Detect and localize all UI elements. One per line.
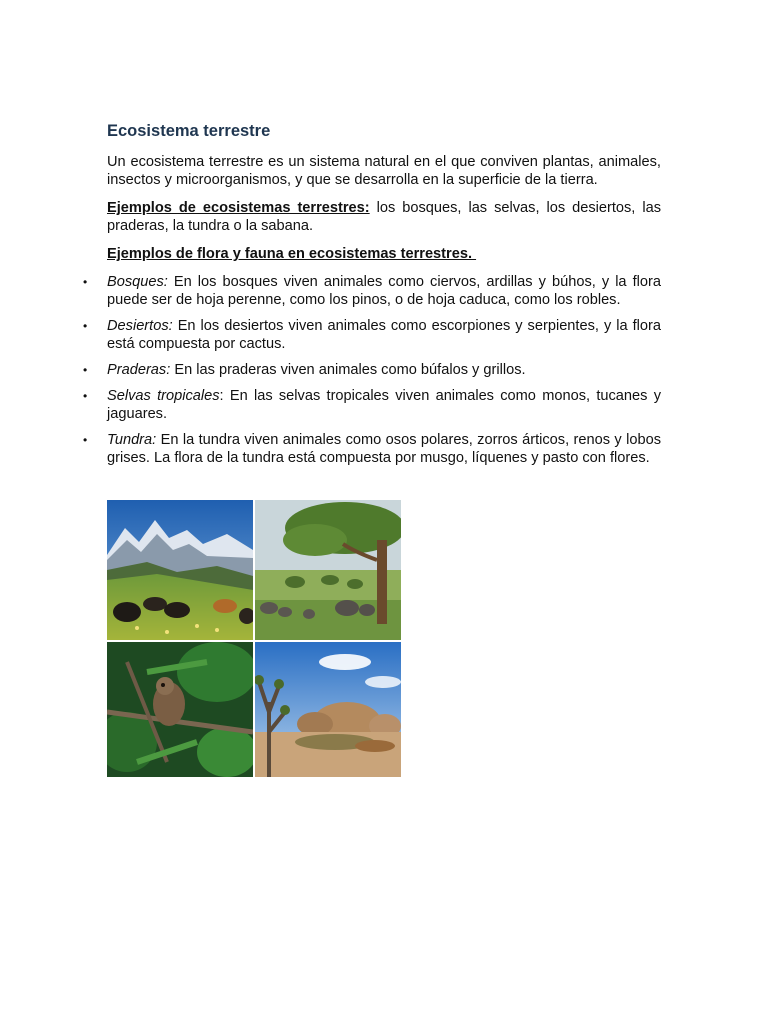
examples-paragraph [107, 199, 661, 235]
bullet-icon: • [83, 275, 88, 289]
list-item [83, 361, 661, 379]
savanna-elephants-photo [255, 500, 401, 640]
page-title: Ecosistema terrestre [107, 122, 271, 140]
mountain-meadow-cattle-photo [107, 500, 253, 640]
examples-label: Ejemplos de ecosistemas terrestres: [107, 200, 370, 216]
desert-joshua-tree-photo [255, 642, 401, 777]
rainforest-sloth-photo [107, 642, 253, 777]
list-item-term: Praderas: [107, 362, 171, 378]
intro-paragraph: Un ecosistema terrestre es un sistema natural en el que conviven plantas, animales, insectos y microorganismos, y que se desarrolla en la superficie de la tierra. [107, 154, 661, 188]
list-item-term: Tundra: [107, 432, 157, 448]
list-item-text: En las praderas viven animales como búfalos y grillos. [170, 362, 526, 378]
ecosystem-list [83, 273, 661, 467]
list-item-text: En la tundra viven animales como osos polares, zorros árticos, renos y lobos grises. La flora de la tundra está compuesta por musgo, líquenes y pasto con flores. [107, 432, 661, 466]
list-item-text: : En las selvas tropicales viven animales como monos, tucanes y jaguares. [107, 388, 661, 422]
examples-text: los bosques, las selvas, los desiertos, las praderas, la tundra o la sabana. [107, 200, 661, 234]
list-item-term: Bosques: [107, 274, 168, 290]
list-item [83, 431, 661, 467]
flora-fauna-heading [107, 245, 661, 263]
flora-fauna-heading-text: Ejemplos de flora y fauna en ecosistemas terrestres. [107, 246, 477, 262]
list-item-term: Desiertos: [107, 318, 173, 334]
list-item-text: En los bosques viven animales como ciervos, ardillas y búhos, y la flora puede ser de hoja perenne, como los pinos, o de hoja caduca, como los robles. [107, 274, 661, 308]
document-page [83, 119, 661, 475]
list-item-text: En los desiertos viven animales como escorpiones y serpientes, y la flora está compuesta por cactus. [107, 318, 661, 352]
bullet-icon: • [83, 319, 88, 333]
list-item [83, 387, 661, 423]
list-item [83, 273, 661, 309]
bullet-icon: • [83, 363, 88, 377]
bullet-icon: • [83, 389, 88, 403]
ecosystem-image-collage [107, 500, 399, 775]
list-item-term: Selvas tropicales [107, 388, 220, 404]
list-item [83, 317, 661, 353]
bullet-icon: • [83, 433, 88, 447]
